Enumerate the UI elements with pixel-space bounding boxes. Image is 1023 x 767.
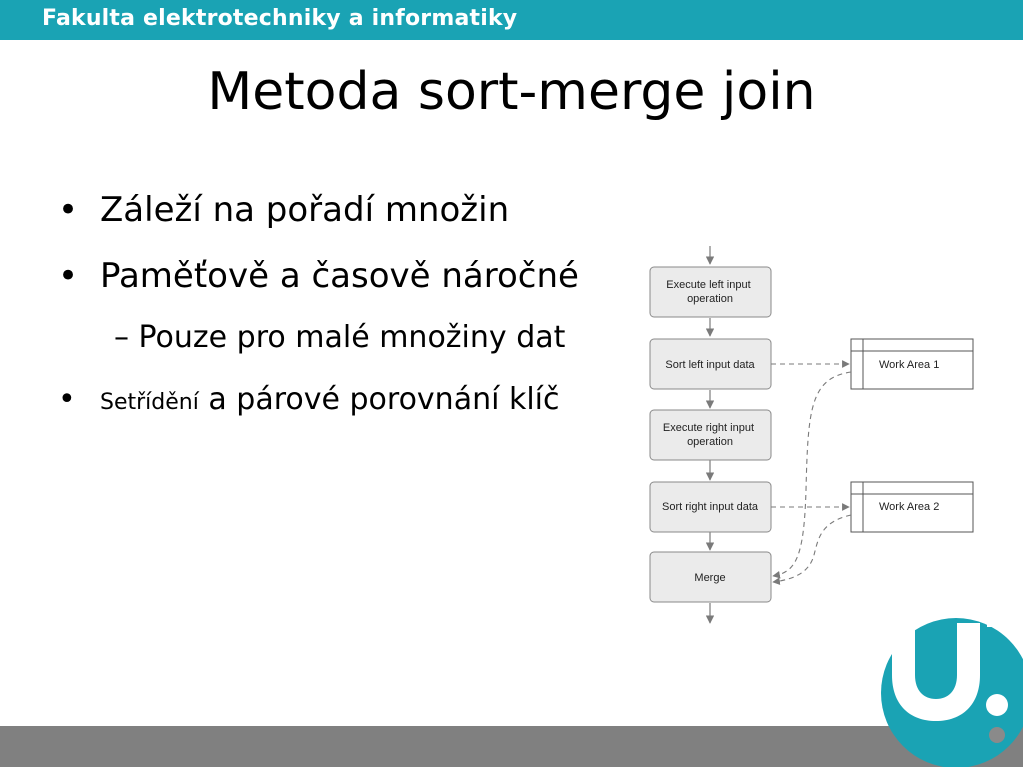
dashed-arrow: [773, 372, 851, 576]
footer-bar: [0, 726, 1023, 767]
bullet-dot: •: [58, 382, 76, 417]
step-label-line: Execute right input: [662, 422, 755, 434]
work-area-1: [851, 339, 973, 389]
bullet-dot: •: [58, 256, 79, 296]
university-u-logo-icon: [880, 617, 1023, 767]
svg-text:Merge: [694, 572, 725, 584]
bullet-text: Paměťově a časově náročné: [100, 256, 579, 296]
work-area-2: [851, 482, 973, 532]
bullet-text-small: Setřídění: [100, 390, 199, 415]
work-area-label: Work Area 2: [879, 501, 940, 513]
step-label-line: Sort right input data: [661, 501, 759, 513]
step-merge: [650, 552, 771, 602]
step-label-line: operation: [687, 293, 733, 305]
bullet-dot: •: [58, 190, 79, 230]
step-execute-left: [650, 267, 771, 317]
step-label-line: Merge: [694, 572, 726, 584]
step-sort-right: [650, 482, 771, 532]
sub-bullet-text: – Pouze pro malé množiny dat: [114, 320, 566, 355]
step-label-line: Sort left input data: [665, 359, 755, 371]
sub-bullet-item: [114, 320, 565, 355]
work-area-label: Work Area 1: [879, 359, 940, 371]
slide-title: Metoda sort-merge join: [207, 62, 816, 122]
step-execute-right: [650, 410, 771, 460]
sort-merge-flow-diagram: [630, 240, 980, 630]
bullet-text-rest: a párové porovnání klíč: [198, 382, 560, 417]
step-sort-left: [650, 339, 771, 389]
header-bar: [0, 0, 1023, 40]
bullet-text: [100, 382, 560, 417]
bullet-text: Záleží na pořadí množin: [100, 190, 510, 230]
step-label-line: operation: [687, 436, 733, 448]
step-label-line: Execute left input: [666, 279, 751, 291]
svg-text:Sort left input data: [665, 359, 755, 371]
svg-text:Sort right input data: [662, 501, 759, 513]
faculty-name: Fakulta elektrotechniky a informatiky: [42, 6, 518, 31]
